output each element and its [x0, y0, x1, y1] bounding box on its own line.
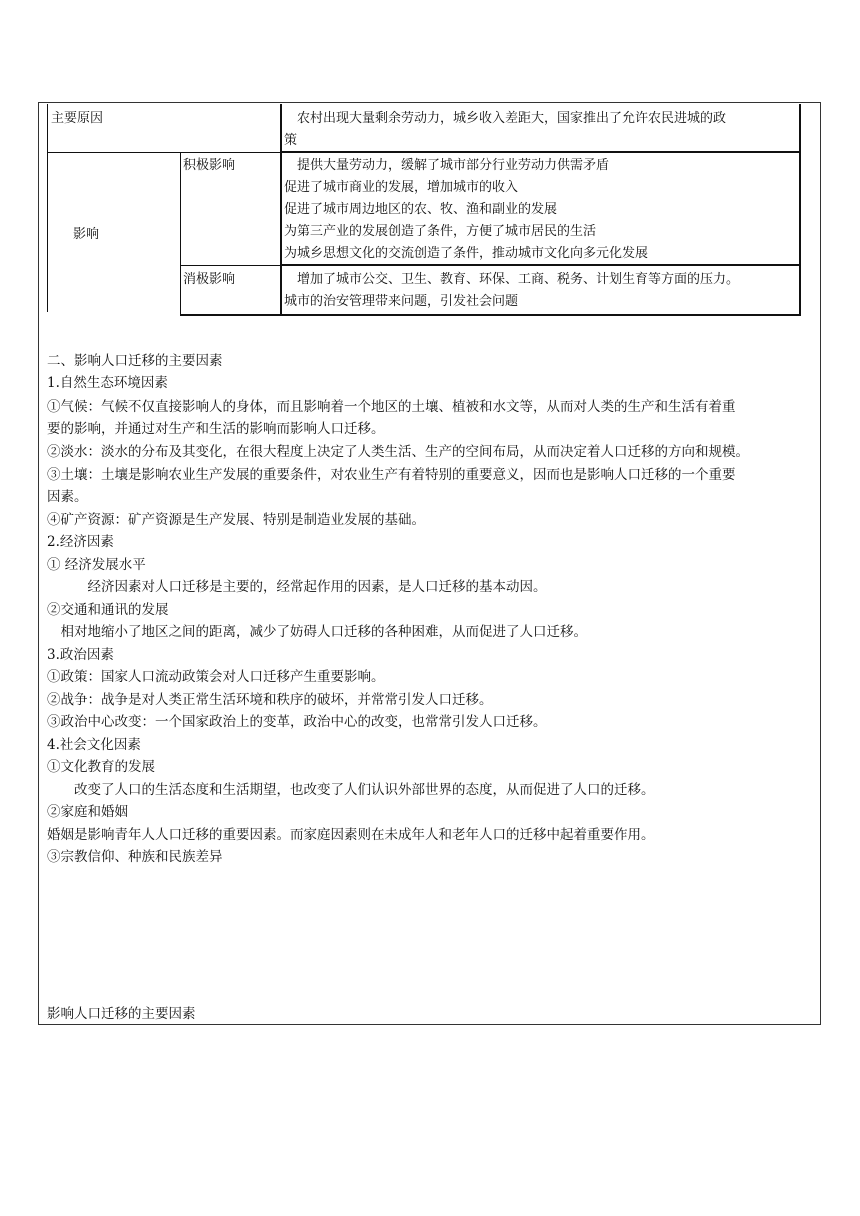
body-line: 1.自然生态环境因素	[47, 375, 168, 391]
right-border	[799, 104, 801, 316]
body-line: ④矿产资源：矿产资源是生产发展、特别是制造业发展的基础。	[47, 512, 425, 528]
positive-bottom-left-rule	[180, 265, 280, 266]
body-line: ①政策：国家人口流动政策会对人口迁移产生重要影响。	[47, 669, 385, 685]
table-top-rule	[38, 102, 821, 103]
body-line: ①气候：气候不仅直接影响人的身体，而且影响着一个地区的土壤、植被和水文等，从而对人类的生产和生活有着重	[47, 399, 736, 415]
body-line: ③宗教信仰、种族和民族差异	[47, 849, 223, 865]
body-line: ③土壤：土壤是影响农业生产发展的重要条件，对农业生产有着特别的重要意义，因而也是影响人口迁移的一个重要	[47, 467, 736, 483]
body-line: ②战争：战争是对人类正常生活环境和秩序的破坏，并常常引发人口迁移。	[47, 692, 493, 708]
body-line: 2.经济因素	[47, 534, 114, 550]
section-heading: 二、影响人口迁移的主要因素	[47, 353, 223, 369]
negative-item-2: 城市的治安管理带来问题，引发社会问题	[284, 294, 519, 309]
body-line: ③政治中心改变：一个国家政治上的变革，政治中心的改变，也常常引发人口迁移。	[47, 714, 547, 730]
row1-bottom-right-rule	[280, 151, 801, 153]
body-line: ②交通和通讯的发展	[47, 602, 169, 618]
positive-item-2: 促进了城市商业的发展，增加城市的收入	[284, 180, 519, 195]
body-line: ① 经济发展水平	[47, 557, 146, 573]
positive-item-3: 促进了城市周边地区的农、牧、渔和副业的发展	[284, 202, 558, 217]
row1-label: 主要原因	[51, 111, 104, 126]
row1-content-line-1: 农村出现大量剩余劳动力，城乡收入差距大，国家推出了允许农民进城的政	[284, 111, 727, 126]
col-divider-main	[280, 104, 282, 316]
positive-item-5: 为城乡思想文化的交流创造了条件，推动城市文化向多元化发展	[284, 246, 649, 261]
body-line: 3.政治因素	[47, 647, 114, 663]
body-line: 4.社会文化因素	[47, 737, 141, 753]
negative-item-1: 增加了城市公交、卫生、教育、环保、工商、税务、计划生育等方面的压力。	[284, 272, 740, 287]
positive-item-1: 提供大量劳动力，缓解了城市部分行业劳动力供需矛盾	[284, 158, 610, 173]
body-line: 经济因素对人口迁移是主要的，经常起作用的因素，是人口迁移的基本动因。	[47, 579, 547, 595]
body-line: 婚姻是影响青年人人口迁移的重要因素。而家庭因素则在未成年人和老年人口的迁移中起着重要作用。	[47, 827, 655, 843]
col-divider-sub	[180, 153, 181, 316]
row1-rule-left	[47, 104, 48, 312]
positive-label: 积极影响	[183, 158, 236, 173]
negative-label: 消极影响	[183, 272, 236, 287]
positive-item-4: 为第三产业的发展创造了条件，方便了城市居民的生活	[284, 224, 597, 239]
impact-label: 影响	[73, 227, 100, 242]
table-bottom-rule	[180, 314, 801, 316]
footer-label: 影响人口迁移的主要因素	[47, 1006, 196, 1022]
body-line: ②淡水：淡水的分布及其变化，在很大程度上决定了人类生活、生产的空间布局，从而决定着人口迁移的方向和规模。	[47, 444, 749, 460]
body-line: 相对地缩小了地区之间的距离，减少了妨碍人口迁移的各种困难，从而促进了人口迁移。	[47, 624, 587, 640]
row1-content-line-2: 策	[284, 133, 298, 148]
body-line: ①文化教育的发展	[47, 759, 155, 775]
body-line: 改变了人口的生活态度和生活期望，也改变了人们认识外部世界的态度，从而促进了人口的迁移。	[47, 782, 655, 798]
body-line: ②家庭和婚姻	[47, 804, 128, 820]
body-line: 要的影响，并通过对生产和生活的影响而影响人口迁移。	[47, 421, 385, 437]
row1-bottom-left-rule	[47, 152, 280, 153]
body-line: 因素。	[47, 489, 88, 505]
